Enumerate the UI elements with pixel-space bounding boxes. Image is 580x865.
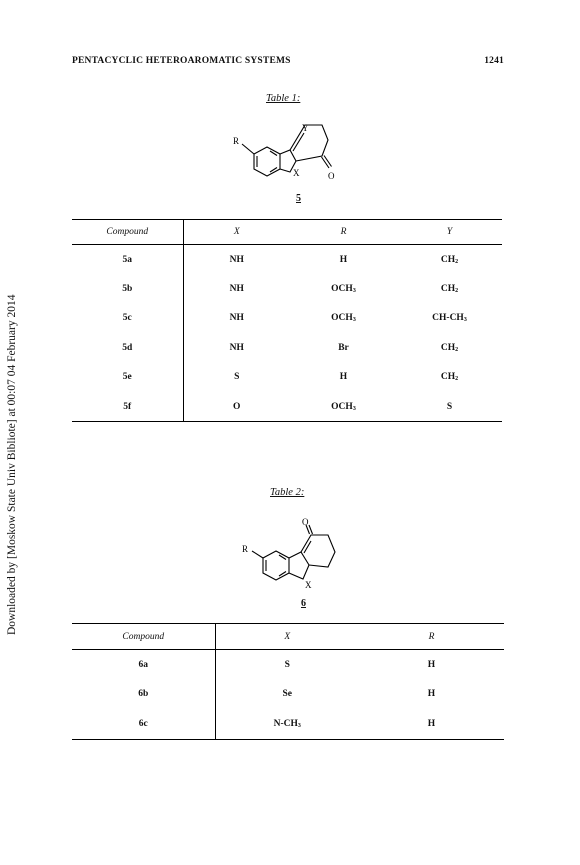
table1-cell: S bbox=[397, 392, 502, 422]
struct2-label-x: X bbox=[305, 580, 312, 590]
table1-cell: $OCH_3$ bbox=[331, 313, 356, 324]
table1-header-y: Y bbox=[397, 220, 502, 245]
table1-row bbox=[72, 392, 502, 422]
table1-header-x: X bbox=[183, 220, 290, 245]
struct1-label-r: R bbox=[233, 136, 240, 146]
table2-row bbox=[72, 680, 504, 710]
table1-cell: $CH_2$ bbox=[440, 342, 459, 353]
table2-header-r: R bbox=[359, 624, 504, 650]
table1-cell: $CH_2$ bbox=[397, 245, 502, 275]
table1-cell: 5f bbox=[72, 392, 183, 422]
table2-cell: S bbox=[215, 650, 359, 680]
table1-cell: 5e bbox=[72, 363, 183, 392]
table2-row bbox=[72, 709, 504, 739]
struct1-label-x: X bbox=[293, 168, 300, 178]
table2-cell: Se bbox=[282, 689, 292, 700]
table1-header-r: R bbox=[290, 220, 397, 245]
download-notice: Downloaded by [Moskow State Univ Bibliote] at 00:07 04 February 2014 bbox=[6, 294, 18, 635]
table1-cell: H bbox=[290, 245, 397, 275]
table1-row bbox=[72, 245, 502, 275]
table2-cell: $N-CH_3$ bbox=[215, 709, 359, 739]
table2-cell: 6c bbox=[72, 709, 215, 739]
table2 bbox=[72, 623, 504, 740]
table1-cell: $CH_2$ bbox=[440, 284, 459, 295]
table1-row bbox=[72, 304, 502, 333]
page-number: 1241 bbox=[484, 56, 504, 66]
table1-cell: 5c bbox=[72, 304, 183, 333]
table1-row bbox=[72, 274, 502, 303]
table1-compound-number: 5 bbox=[296, 193, 301, 204]
table2-cell: H bbox=[359, 650, 504, 680]
table1-structure-diagram bbox=[228, 112, 358, 194]
table2-header-compound: Compound bbox=[72, 624, 215, 650]
table1-cell: 5a bbox=[72, 245, 183, 275]
table1-cell: $OCH_3$ bbox=[331, 284, 356, 295]
table2-compound-number: 6 bbox=[301, 598, 306, 609]
table2-cell: H bbox=[359, 709, 504, 739]
table1-cell: NH bbox=[229, 313, 244, 324]
table1-cell: NH bbox=[229, 342, 244, 353]
table2-cell: 6b bbox=[72, 680, 215, 710]
table2-row bbox=[72, 650, 504, 680]
table1 bbox=[72, 219, 502, 422]
table1-header-compound: Compound bbox=[72, 220, 183, 245]
table1-cell: H bbox=[339, 372, 348, 383]
running-title: PENTACYCLIC HETEROAROMATIC SYSTEMS bbox=[72, 56, 291, 66]
table1-row bbox=[72, 363, 502, 392]
struct1-label-y: Y bbox=[302, 123, 309, 133]
table1-cell: S bbox=[234, 372, 240, 383]
table2-caption: Table 2: bbox=[270, 487, 305, 498]
table1-cell: NH bbox=[183, 245, 290, 275]
struct1-label-o: O bbox=[328, 171, 335, 181]
table2-cell: H bbox=[427, 689, 436, 700]
table1-cell: NH bbox=[229, 284, 244, 295]
table2-header-row bbox=[72, 624, 504, 650]
table1-row bbox=[72, 333, 502, 362]
table1-caption: Table 1: bbox=[266, 93, 301, 104]
table1-cell: Br bbox=[338, 342, 349, 353]
struct2-label-o: O bbox=[302, 517, 309, 527]
struct2-label-r: R bbox=[242, 544, 249, 554]
table2-header-x: X bbox=[215, 624, 359, 650]
table1-cell: O bbox=[183, 392, 290, 422]
table1-cell: 5d bbox=[72, 333, 183, 362]
table1-cell: $CH_2$ bbox=[440, 372, 459, 383]
table1-cell: $CH-CH_3$ bbox=[432, 313, 467, 324]
table2-body bbox=[72, 650, 504, 740]
table1-cell: $OCH_3$ bbox=[290, 392, 397, 422]
table1-cell: 5b bbox=[72, 274, 183, 303]
table1-body bbox=[72, 245, 502, 422]
table2-structure-diagram bbox=[232, 512, 362, 598]
table2-cell: 6a bbox=[72, 650, 215, 680]
table1-header-row bbox=[72, 220, 502, 245]
